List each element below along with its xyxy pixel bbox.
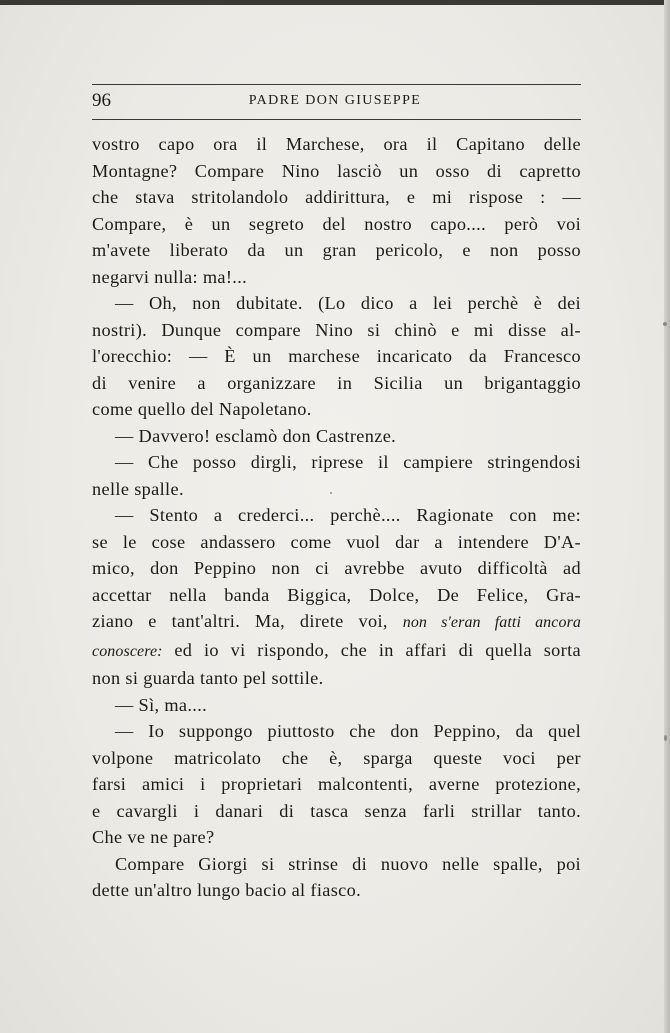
text-fragment: ed io vi rispondo, che in affari di quella sorta xyxy=(174,639,582,660)
italic-fragment: non s'eran fatti ancora xyxy=(402,614,581,631)
text-line: — Oh, non dubitate. (Lo dico a lei perchè è dei xyxy=(115,293,581,313)
text-line: farsi amici i proprietari malcontenti, averne protezione, xyxy=(92,774,581,794)
text-line: Montagne? Compare Nino lasciò un osso di capretto xyxy=(92,160,581,181)
text-line: volpone matricolato che è, sparga queste voci per xyxy=(92,747,581,768)
text-line: l'orecchio: — È un marchese incaricato da Francesco xyxy=(92,346,581,366)
text-line: vostro capo ora il Marchese, ora il Capitano delle xyxy=(92,134,581,154)
text-line: non si guarda tanto pel sottile. xyxy=(92,668,324,688)
text-line: accettar nella banda Biggica, Dolce, De Felice, Gra- xyxy=(92,584,581,605)
text-line: — Sì, ma.... xyxy=(115,694,208,715)
text-line: negarvi nulla: ma!... xyxy=(92,266,248,287)
text-line: Compare Giorgi si strinse di nuovo nelle spalle, poi xyxy=(115,853,581,874)
text-line: nelle spalle. xyxy=(92,478,184,499)
text-line: m'avete liberato da un gran pericolo, e non posso xyxy=(92,240,581,260)
text-line: Che ve ne pare? xyxy=(92,827,215,847)
text-line: Compare, è un segreto del nostro capo.... però voi xyxy=(92,213,581,234)
page-top-edge xyxy=(0,0,670,5)
text-line: — Davvero! esclamò don Castrenze. xyxy=(115,425,397,446)
body-text xyxy=(92,131,581,904)
text-line: dette un'altro lungo bacio al fiasco. xyxy=(92,880,362,900)
paper-speck xyxy=(664,735,667,741)
header-rule-bottom xyxy=(92,119,581,120)
text-line: se le cose andassero come vuol dar a intendere D'A- xyxy=(92,531,581,552)
text-line: — Io suppongo piuttosto che don Peppino, da quel xyxy=(115,721,581,741)
running-title: PADRE DON GIUSEPPE xyxy=(248,93,422,108)
paper-speck xyxy=(663,322,667,326)
text-line: e cavargli i danari di tasca senza farli strillar tanto. xyxy=(92,800,581,821)
page-right-edge xyxy=(664,0,670,1033)
text-fragment: ziano e tant'altri. Ma, direte voi, xyxy=(92,611,388,631)
text-line xyxy=(92,637,581,666)
text-line: nostri). Dunque compare Nino si chinò e mi disse al- xyxy=(92,319,581,340)
text-line: — Che posso dirgli, riprese il campiere stringendosi xyxy=(115,452,581,472)
paper-speck xyxy=(330,492,332,494)
italic-fragment: conoscere: xyxy=(92,642,163,660)
text-line xyxy=(92,608,581,637)
text-line: di venire a organizzare in Sicilia un brigantaggio xyxy=(92,372,581,393)
text-line: mico, don Peppino non ci avrebbe avuto difficoltà ad xyxy=(92,558,581,578)
text-line: come quello del Napoletano. xyxy=(92,399,312,419)
page-number: 96 xyxy=(92,90,111,111)
header-rule-top xyxy=(92,84,581,85)
text-line: — Stento a crederci... perchè.... Ragionate con me: xyxy=(115,505,581,525)
text-line: che stava stritolandolo addirittura, e mi rispose : — xyxy=(92,187,581,207)
